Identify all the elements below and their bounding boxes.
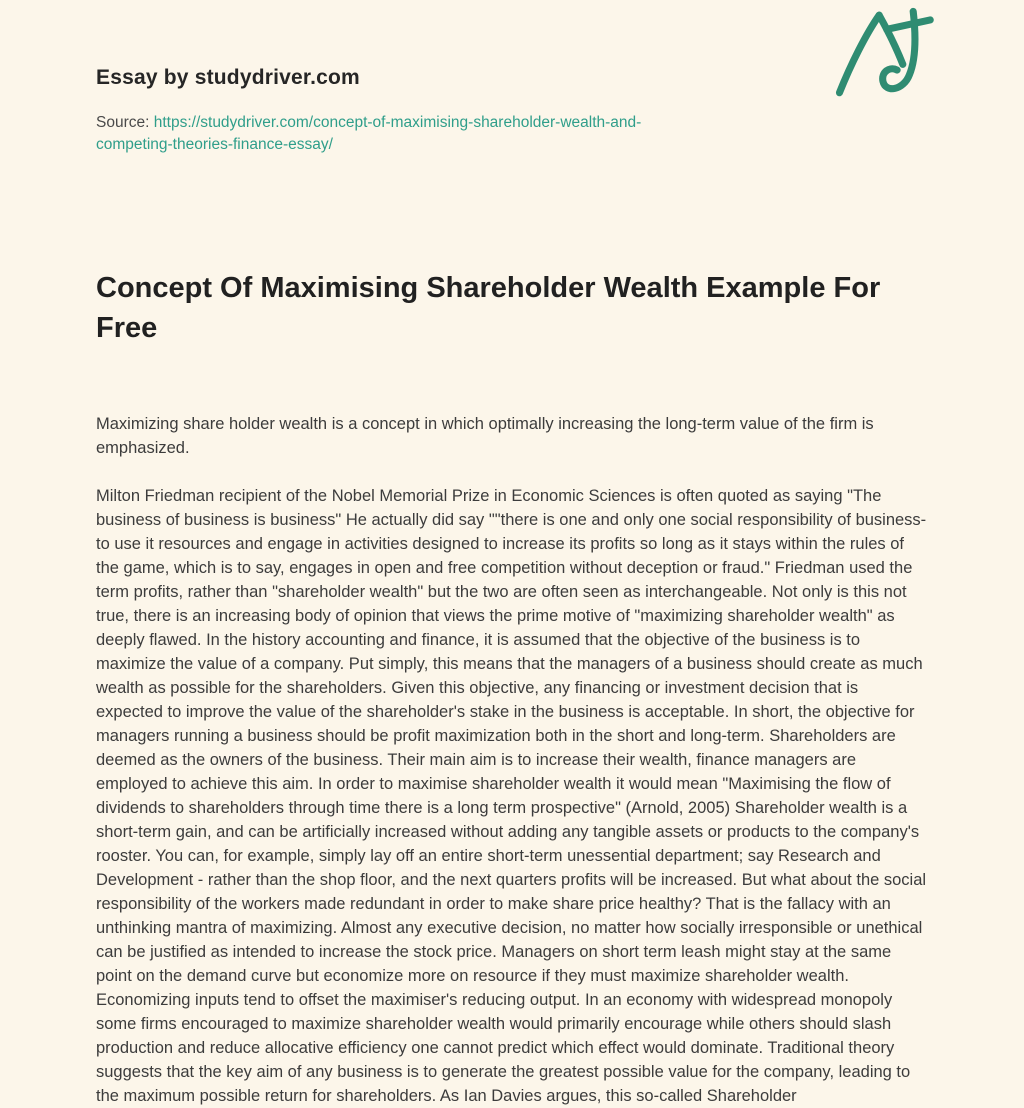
essay-by-heading: Essay by studydriver.com bbox=[96, 66, 360, 89]
source-block bbox=[96, 112, 716, 156]
source-label: Source: bbox=[96, 114, 150, 131]
essay-paragraph: Milton Friedman recipient of the Nobel Memorial Prize in Economic Sciences is often quoted as saying "The business of business is business" He actually did say ""there is one and only one social responsibility of business- to use it resources and engage in activities designed to increase its profits so long as it stays within the rules of the game, which is to say, engages in open and free competition without deception or fraud." Friedman used the term profits, rather than "shareholder wealth" but the two are often seen as interchangeable. Not only is this not true, there is an increasing body of opinion that views the prime motive of "maximizing shareholder wealth" as deeply flawed. In the history accounting and finance, it is assumed that the objective of the business is to maximize the value of a company. Put simply, this means that the managers of a business should create as much wealth as possible for the shareholders. Given this objective, any financing or investment decision that is expected to improve the value of the shareholder's stake in the business is acceptable. In short, the objective for managers running a business should be profit maximization both in the short and long-term. Shareholders are deemed as the owners of the business. Their main aim is to increase their wealth, finance managers are employed to achieve this aim. In order to maximise shareholder wealth it would mean "Maximising the flow of dividends to shareholders through time there is a long term prospective" (Arnold, 2005) Shareholder wealth is a short-term gain, and can be artificially increased without adding any tangible assets or products to the company's rooster. You can, for example, simply lay off an entire short-term unessential department; say Research and Development - rather than the shop floor, and the next quarters profits will be increased. But what about the social responsibility of the workers made redundant in order to make share price healthy? That is the fallacy with an unthinking mantra of maximizing. Almost any executive decision, no matter how socially irresponsible or unethical can be justified as intended to increase the stock price. Managers on short term leash might stay at the same point on the demand curve but economize more on resource if they must maximize shareholder wealth. Economizing inputs tend to offset the maximiser's reducing output. In an economy with widespread monopoly some firms encouraged to maximize shareholder wealth would primarily encourage while others should slash production and reduce allocative efficiency one cannot predict which effect would dominate. Traditional theory suggests that the key aim of any business is to generate the greatest possible value for the company, leading to the maximum possible return for shareholders. As Ian Davies argues, this so-called Shareholder bbox=[96, 487, 927, 1105]
essay-paragraph: Maximizing share holder wealth is a concept in which optimally increasing the long-term value of the firm is emphasized. bbox=[96, 415, 874, 457]
document-page bbox=[96, 0, 928, 1108]
studydriver-logo-icon bbox=[830, 4, 934, 102]
source-link[interactable]: https://studydriver.com/concept-of-maximising-shareholder-wealth-and-competing-theories-finance-essay/ bbox=[96, 114, 642, 153]
article-body bbox=[96, 412, 928, 1108]
article-title: Concept Of Maximising Shareholder Wealth Example For Free bbox=[96, 272, 881, 344]
